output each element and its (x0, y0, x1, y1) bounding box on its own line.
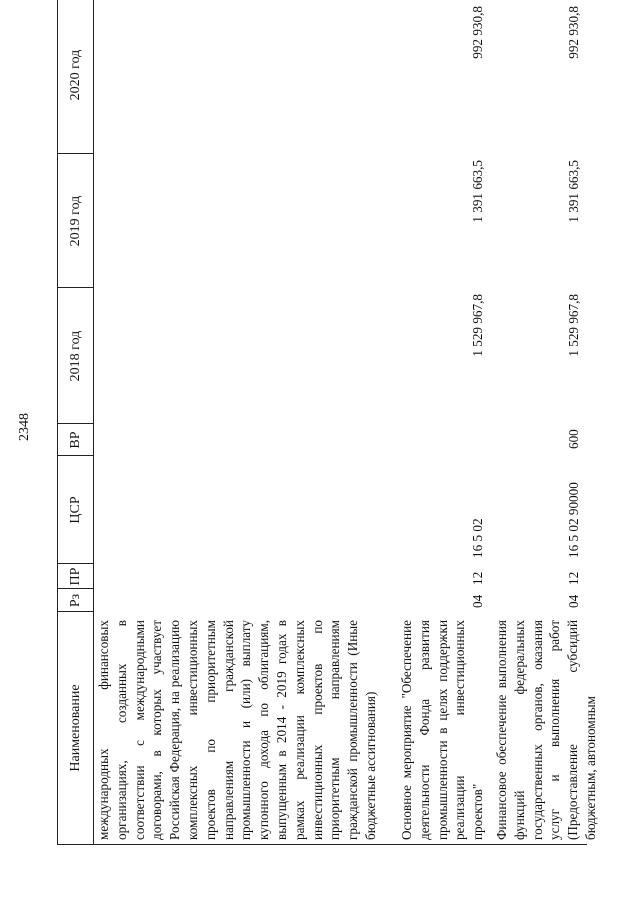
row-1-name: международных финансовых организациях, созданных в соответствии с международными договорами, в которых участвует Российская Федерация, на реализацию комплексных инвестиционных проектов по приоритетным направлениям гражданской промышленности и (или) выплату купонного дохода по облигациям, выпущенным в 2014 - 2019 годах в рамках реализации комплексных инвестиционных проектов по приоритетным направлениям гражданской промышленности (Иные бюджетные ассигнования) (96, 620, 378, 840)
header-rz: Рз (67, 593, 83, 608)
row-2-pr: 12 (470, 571, 485, 585)
row-2-2018: 1 529 967,8 (470, 294, 485, 357)
header-vr: ВР (67, 431, 83, 449)
header-name: Наименование (67, 684, 83, 772)
row-3-2019: 1 391 663,5 (566, 160, 581, 223)
header-2018: 2018 год (67, 330, 83, 382)
header-2019: 2019 год (67, 195, 83, 247)
row-3-2018: 1 529 967,8 (566, 294, 581, 357)
row-3-vr: 600 (566, 429, 581, 449)
header-pr: ПР (67, 567, 83, 586)
row-2-2020: 992 930,8 (470, 6, 485, 59)
row-3-pr: 12 (566, 571, 581, 585)
page-number: 2348 (17, 413, 32, 441)
row-3-2020: 992 930,8 (566, 6, 581, 59)
row-2-rz: 04 (470, 594, 485, 608)
header-divider (93, 0, 94, 844)
row-2-csr: 16 5 02 (470, 518, 485, 558)
row-3-rz: 04 (566, 594, 581, 608)
budget-table (57, 0, 598, 845)
row-2-2019: 1 391 663,5 (470, 160, 485, 223)
row-3-name: Финансовое обеспечение выполнения функций федеральных государственных органов, оказания услуг и выполнения работ (Предоставление субсидий бюджетным, автономным (494, 620, 598, 840)
header-csr: ЦСР (67, 496, 83, 524)
row-3-csr: 16 5 02 90000 (566, 482, 581, 558)
header-2020: 2020 год (67, 49, 83, 101)
row-2-name: Основное мероприятие "Обеспечение деятельности Фонда развития промышленности в целях поддержки реализации инвестиционных проектов" (399, 620, 486, 840)
